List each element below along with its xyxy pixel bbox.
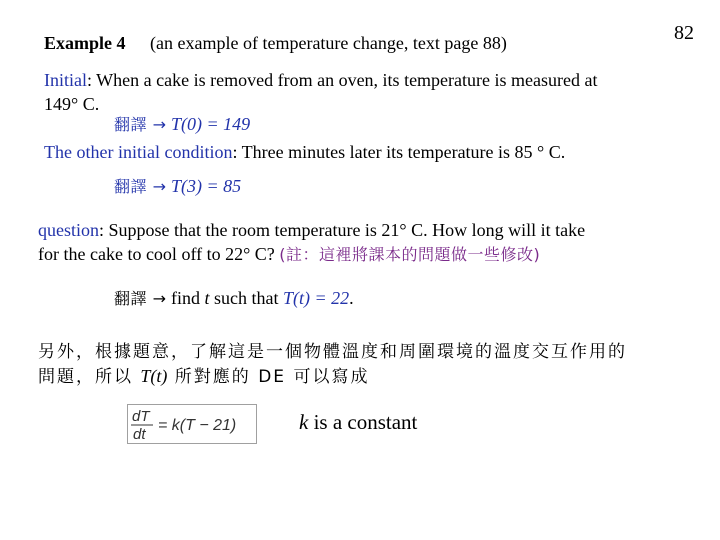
answer-equation: T(t) = 22 (283, 288, 350, 308)
initial-equation: T(0) = 149 (171, 114, 251, 134)
constant-text: is a constant (308, 410, 418, 434)
page-number: 82 (674, 22, 694, 44)
example-description: (an example of temperature change, text page 88) (150, 33, 507, 53)
question-line2 (38, 242, 540, 267)
initial-translation (114, 112, 250, 137)
answer-prefix: find (171, 288, 205, 308)
translate-arrow-3: 翻譯 → (114, 289, 167, 308)
initial-line2: 149° C. (44, 94, 100, 114)
question-label: question (38, 220, 99, 240)
explanation-text-2a: 問題，所以 (38, 367, 141, 387)
example-header (44, 33, 507, 54)
constant-note (299, 410, 417, 435)
question-text-2: for the cake to cool off to 22° C? (38, 244, 280, 264)
translate-arrow-1: 翻譯 → (114, 115, 167, 134)
initial-line1 (44, 68, 597, 92)
answer-end: . (349, 288, 354, 308)
eq-dT: dT (132, 408, 150, 425)
question-line1 (38, 218, 585, 242)
question-note: (註：這裡將課本的問題做一些修改) (279, 245, 541, 264)
explanation-eq: T(t) (140, 366, 168, 386)
explanation-text-2b: 所對應的 DE 可以寫成 (167, 367, 370, 387)
explanation-line2 (38, 364, 369, 389)
differential-equation (127, 404, 257, 444)
explanation-text-1: 另外，根據題意，了解這是一個物體溫度和周圍環境的溫度交互作用的 (38, 342, 627, 362)
answer-mid: such that (209, 288, 284, 308)
other-condition-translation (114, 174, 241, 199)
initial-label: Initial (44, 70, 87, 90)
explanation-line1 (38, 340, 627, 364)
other-condition-equation: T(3) = 85 (171, 176, 242, 196)
eq-rhs: = k(T − 21) (158, 417, 237, 434)
example-label: Example 4 (44, 33, 126, 53)
other-condition-text: : Three minutes later its temperature is 85 ° C. (232, 142, 566, 162)
other-condition-label: The other initial condition (44, 142, 233, 162)
eq-dt: dt (133, 426, 146, 443)
question-translation (114, 286, 354, 311)
answer-var: t (204, 288, 210, 308)
translate-arrow-2: 翻譯 → (114, 177, 167, 196)
question-text-1: : Suppose that the room temperature is 21° C. How long will it take (99, 220, 586, 240)
initial-text-1: : When a cake is removed from an oven, its temperature is measured at (87, 70, 598, 90)
other-condition-line (44, 140, 565, 164)
constant-var: k (299, 410, 309, 434)
